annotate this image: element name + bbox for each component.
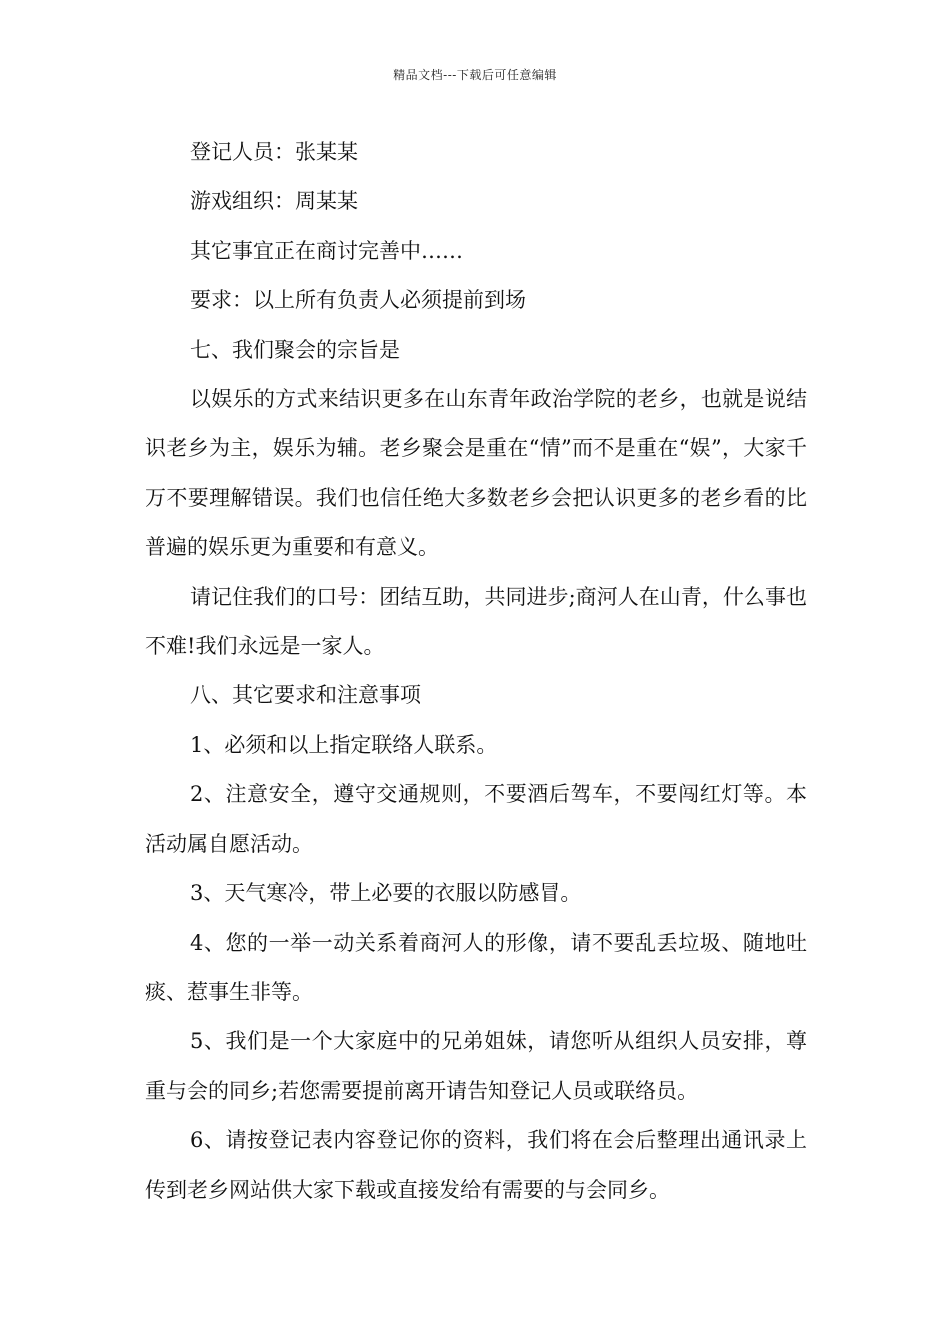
list-item-5: 5、我们是一个大家庭中的兄弟姐妹，请您听从组织人员安排，尊重与会的同乡;若您需要提前离开请告知登记人员或联络员。 xyxy=(145,1029,807,1103)
section-heading-seven: 七、我们聚会的宗旨是 xyxy=(190,337,400,362)
list-item-4: 4、您的一举一动关系着商河人的形像，请不要乱丢垃圾、随地吐痰、惹事生非等。 xyxy=(145,930,807,1004)
paragraph-registrar: 登记人员：张某某 xyxy=(190,140,358,164)
list-item-6: 6、请按登记表内容登记你的资料，我们将在会后整理出通讯录上传到老乡网站供大家下载或直接发给有需要的与会同乡。 xyxy=(145,1128,807,1202)
list-item-3: 3、天气寒冷，带上必要的衣服以防感冒。 xyxy=(190,881,582,906)
list-item-1: 1、必须和以上指定联络人联系。 xyxy=(190,732,498,757)
section-heading-eight: 八、其它要求和注意事项 xyxy=(190,683,421,708)
paragraph-slogan: 请记住我们的口号：团结互助，共同进步;商河人在山青，什么事也不难!我们永远是一家人。 xyxy=(145,584,807,659)
paragraph-other-matters: 其它事宜正在商讨完善中…… xyxy=(190,238,463,263)
paragraph-purpose: 以娱乐的方式来结识更多在山东青年政治学院的老乡，也就是说结识老乡为主，娱乐为辅。老乡聚会是重在“情”而不是重在“娱”，大家千万不要理解错误。我们也信任绝大多数老乡会把认识更多的老乡看的比普遍的娱乐更为重要和有意义。 xyxy=(145,387,807,560)
document-body xyxy=(145,128,807,1215)
list-item-2: 2、注意安全，遵守交通规则，不要酒后驾车，不要闯红灯等。本活动属自愿活动。 xyxy=(145,782,807,856)
paragraph-game-organizer: 游戏组织：周某某 xyxy=(190,189,358,214)
paragraph-requirement: 要求：以上所有负责人必须提前到场 xyxy=(190,288,526,313)
page-header: 精品文档---下载后可任意编辑 xyxy=(393,68,557,82)
